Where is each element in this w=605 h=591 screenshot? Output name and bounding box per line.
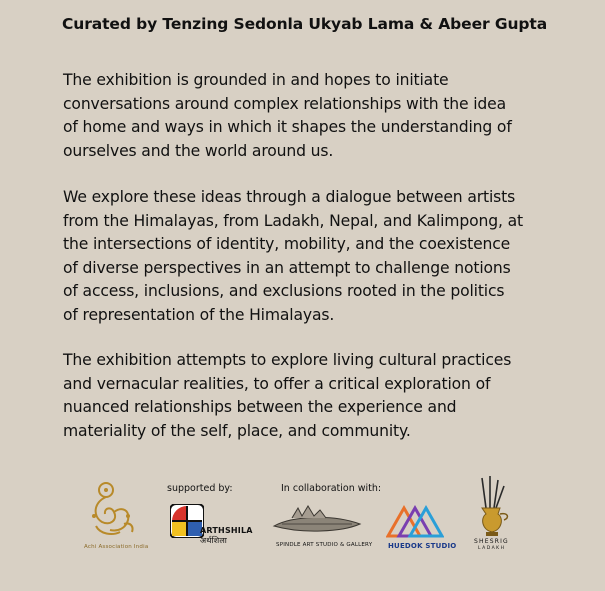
text-line: The exhibition attempts to explore living cultural practices bbox=[63, 351, 512, 369]
logo-strip bbox=[0, 470, 605, 580]
achi-caption: Achi Association India bbox=[84, 544, 149, 550]
shesrig-sub-caption: LADAKH bbox=[478, 546, 506, 551]
collaboration-label: In collaboration with: bbox=[281, 483, 382, 494]
spindle-logo bbox=[272, 504, 373, 548]
supported-by-label: supported by: bbox=[167, 483, 233, 494]
arthshila-mark-icon bbox=[170, 504, 204, 538]
text-line: of diverse perspectives in an attempt to challenge notions bbox=[63, 258, 511, 277]
paragraph-practices bbox=[63, 349, 603, 443]
text-line: of representation of the Himalayas. bbox=[63, 305, 335, 324]
paragraph-intro bbox=[63, 69, 603, 163]
curators-line: Curated by Tenzing Sedonla Ukyab Lama & Abeer Gupta bbox=[62, 15, 548, 33]
text-line: ourselves and the world around us. bbox=[63, 141, 334, 160]
shesrig-vase-icon bbox=[472, 474, 512, 538]
shesrig-caption: SHESRIG bbox=[474, 538, 509, 545]
achi-logo bbox=[84, 476, 149, 552]
text-line: and vernacular realities, to offer a critical exploration of bbox=[63, 374, 491, 393]
text-line: of access, inclusions, and exclusions rooted in the politics bbox=[63, 282, 505, 300]
text-line: The exhibition is grounded in and hopes to initiate bbox=[63, 71, 449, 89]
arthshila-logo bbox=[170, 504, 253, 545]
huedok-caption: HUEDOK STUDIO bbox=[388, 542, 457, 550]
spindle-caption: SPINDLE ART STUDIO & GALLERY bbox=[276, 542, 373, 548]
text-line: of home and ways in which it shapes the understanding of bbox=[63, 118, 512, 136]
text-line: from the Himalayas, from Ladakh, Nepal, and Kalimpong, at bbox=[63, 211, 523, 230]
spindle-illustration-icon bbox=[272, 504, 362, 538]
arthshila-name: ARTHSHILA bbox=[200, 526, 253, 535]
arthshila-hindi: अर्थशिला bbox=[200, 536, 228, 545]
text-line: the intersections of identity, mobility, and the coexistence bbox=[63, 235, 511, 253]
shesrig-logo bbox=[472, 474, 516, 554]
text-line: We explore these ideas through a dialogue between artists bbox=[63, 188, 516, 206]
text-line: conversations around complex relationships with the idea bbox=[63, 94, 506, 113]
huedok-triangles-icon bbox=[386, 504, 444, 540]
huedok-logo bbox=[386, 504, 457, 552]
paragraph-dialogue bbox=[63, 186, 603, 327]
achi-emblem-icon bbox=[84, 476, 140, 542]
text-line: materiality of the self, place, and community. bbox=[63, 421, 411, 440]
text-line: nuanced relationships between the experience and bbox=[63, 398, 457, 416]
